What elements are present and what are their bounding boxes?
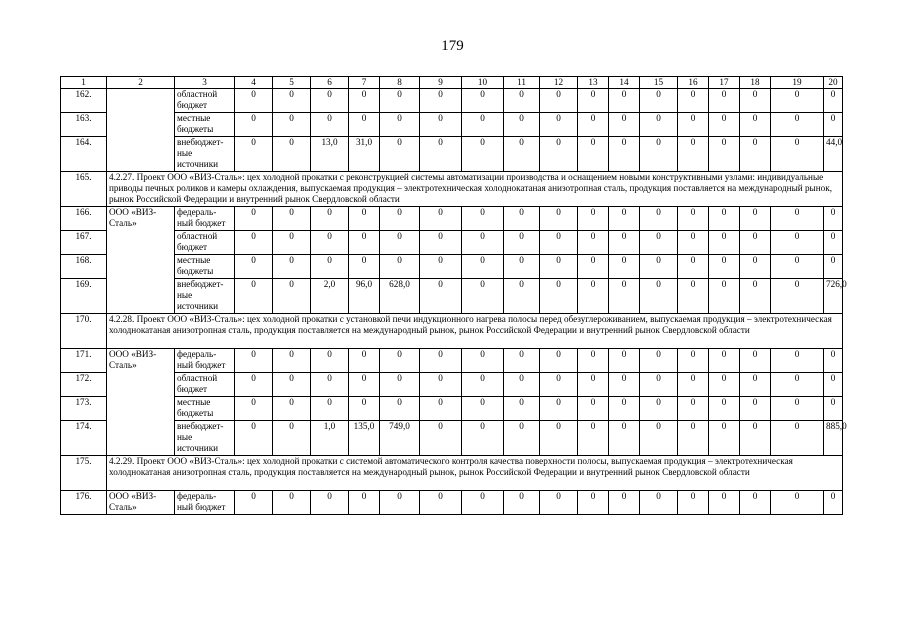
value-cell: 0 [640, 491, 678, 515]
value-cell: 0 [740, 349, 771, 373]
value-cell: 1,0 [311, 421, 349, 456]
column-number-cell: 1 [61, 77, 107, 89]
value-cell: 0 [235, 231, 273, 255]
value-cell: 0 [640, 113, 678, 137]
value-cell: 0 [740, 279, 771, 314]
value-cell: 0 [235, 137, 273, 172]
value-cell: 0 [420, 491, 462, 515]
value-cell: 0 [609, 373, 640, 397]
value-cell: 0 [609, 137, 640, 172]
value-cell: 0 [578, 491, 609, 515]
value-cell: 0 [235, 89, 273, 113]
value-cell: 0 [678, 491, 709, 515]
table-row [61, 255, 843, 279]
value-cell: 0 [578, 137, 609, 172]
value-cell: 0 [540, 89, 578, 113]
value-cell: 0 [420, 397, 462, 421]
value-cell: 0 [462, 113, 504, 137]
value-cell: 0 [678, 137, 709, 172]
value-cell: 96,0 [349, 279, 380, 314]
value-cell: 0 [824, 349, 843, 373]
table-row [61, 373, 843, 397]
value-cell: 0 [540, 207, 578, 231]
column-number-header [61, 77, 843, 89]
row-number: 167. [61, 231, 107, 255]
value-cell: 0 [709, 349, 740, 373]
value-cell: 0 [640, 397, 678, 421]
value-cell: 0 [640, 207, 678, 231]
value-cell: 0 [771, 89, 824, 113]
value-cell: 0 [609, 397, 640, 421]
value-cell: 2,0 [311, 279, 349, 314]
value-cell: 0 [380, 231, 420, 255]
value-cell: 0 [504, 373, 540, 397]
value-cell: 0 [380, 349, 420, 373]
row-number: 173. [61, 397, 107, 421]
column-number-cell: 14 [609, 77, 640, 89]
executor-cell [107, 89, 175, 172]
value-cell: 0 [380, 207, 420, 231]
value-cell: 0 [740, 491, 771, 515]
value-cell: 0 [349, 491, 380, 515]
value-cell: 0 [540, 279, 578, 314]
value-cell: 0 [540, 421, 578, 456]
value-cell: 0 [824, 255, 843, 279]
value-cell: 0 [824, 231, 843, 255]
value-cell: 0 [709, 113, 740, 137]
project-description: 4.2.27. Проект ООО «ВИЗ-Сталь»: цех холодной прокатки с реконструкцией системы автоматизации производства и оснащением новыми конструктивными узлами: индивидуальные приводы печных роликов и камеры охлаждения, выпускаемая продукция – электротехническая холоднокатаная анизотропная сталь, продукция поставляется на международный рынок, рынок Российской Федерации и внутренний рынок Свердловской области [107, 172, 843, 207]
value-cell: 0 [640, 137, 678, 172]
column-number-cell: 18 [740, 77, 771, 89]
project-row [61, 314, 843, 349]
value-cell: 0 [540, 397, 578, 421]
row-number: 175. [61, 456, 107, 491]
value-cell: 0 [771, 421, 824, 456]
value-cell: 0 [273, 349, 311, 373]
value-cell: 0 [540, 255, 578, 279]
value-cell: 0 [771, 255, 824, 279]
value-cell: 0 [462, 373, 504, 397]
column-number-cell: 4 [235, 77, 273, 89]
value-cell: 0 [235, 373, 273, 397]
value-cell: 0 [540, 491, 578, 515]
value-cell: 0 [640, 89, 678, 113]
value-cell: 0 [540, 349, 578, 373]
column-number-cell: 12 [540, 77, 578, 89]
value-cell: 0 [420, 89, 462, 113]
value-cell: 0 [504, 397, 540, 421]
funding-source-cell: областной бюджет [175, 231, 235, 255]
value-cell: 0 [504, 349, 540, 373]
value-cell: 0 [420, 137, 462, 172]
value-cell: 0 [740, 207, 771, 231]
value-cell: 0 [824, 397, 843, 421]
value-cell: 0 [824, 113, 843, 137]
column-number-cell: 17 [709, 77, 740, 89]
funding-source-cell: внебюджет-ные источники [175, 279, 235, 314]
value-cell: 0 [771, 349, 824, 373]
value-cell: 0 [311, 397, 349, 421]
value-cell: 0 [273, 373, 311, 397]
row-number: 165. [61, 172, 107, 207]
value-cell: 0 [771, 373, 824, 397]
value-cell: 0 [740, 231, 771, 255]
value-cell: 0 [273, 279, 311, 314]
row-number: 168. [61, 255, 107, 279]
value-cell: 0 [609, 207, 640, 231]
value-cell: 0 [709, 231, 740, 255]
value-cell: 0 [349, 231, 380, 255]
funding-source-cell: внебюджет-ные источники [175, 137, 235, 172]
executor-cell: ООО «ВИЗ-Сталь» [107, 349, 175, 456]
funding-source-cell: внебюджет-ные источники [175, 421, 235, 456]
executor-cell: ООО «ВИЗ-Сталь» [107, 207, 175, 314]
value-cell: 0 [771, 491, 824, 515]
value-cell: 0 [349, 113, 380, 137]
value-cell: 0 [709, 279, 740, 314]
value-cell: 0 [462, 255, 504, 279]
column-number-cell: 10 [462, 77, 504, 89]
value-cell: 0 [311, 231, 349, 255]
funding-source-cell: областной бюджет [175, 89, 235, 113]
value-cell: 0 [462, 207, 504, 231]
value-cell: 885,0 [824, 421, 843, 456]
value-cell: 0 [709, 207, 740, 231]
value-cell: 0 [380, 373, 420, 397]
value-cell: 0 [678, 89, 709, 113]
table-row [61, 89, 843, 113]
table-row [61, 113, 843, 137]
value-cell: 0 [504, 279, 540, 314]
funding-source-cell: федераль-ный бюджет [175, 207, 235, 231]
value-cell: 0 [678, 255, 709, 279]
value-cell: 0 [640, 349, 678, 373]
row-number: 172. [61, 373, 107, 397]
value-cell: 0 [740, 397, 771, 421]
value-cell: 0 [504, 207, 540, 231]
value-cell: 0 [609, 421, 640, 456]
value-cell: 726,0 [824, 279, 843, 314]
value-cell: 0 [311, 373, 349, 397]
value-cell: 0 [824, 373, 843, 397]
value-cell: 31,0 [349, 137, 380, 172]
value-cell: 0 [578, 279, 609, 314]
value-cell: 0 [273, 255, 311, 279]
column-number-cell: 19 [771, 77, 824, 89]
value-cell: 0 [311, 349, 349, 373]
row-number: 163. [61, 113, 107, 137]
value-cell: 0 [771, 207, 824, 231]
value-cell: 0 [578, 231, 609, 255]
value-cell: 0 [235, 207, 273, 231]
value-cell: 0 [273, 421, 311, 456]
row-number: 176. [61, 491, 107, 515]
value-cell: 0 [504, 255, 540, 279]
value-cell: 0 [380, 137, 420, 172]
value-cell: 0 [311, 89, 349, 113]
funding-source-cell: областной бюджет [175, 373, 235, 397]
funding-source-cell: местные бюджеты [175, 113, 235, 137]
project-description: 4.2.29. Проект ООО «ВИЗ-Сталь»: цех холодной прокатки с системой автоматического контроля качества поверхности полосы, выпускаемая продукция – электротехническая холоднокатаная анизотропная сталь, продукция поставляется на международный рынок, рынок Российской Федерации и внутренний рынок Свердловской области [107, 456, 843, 491]
column-number-cell: 20 [824, 77, 843, 89]
table-row [61, 491, 843, 515]
value-cell: 0 [420, 349, 462, 373]
funding-source-cell: местные бюджеты [175, 255, 235, 279]
value-cell: 0 [540, 231, 578, 255]
value-cell: 0 [609, 349, 640, 373]
value-cell: 0 [578, 373, 609, 397]
project-row [61, 172, 843, 207]
project-description: 4.2.28. Проект ООО «ВИЗ-Сталь»: цех холодной прокатки с установкой печи индукционного нагрева полосы перед обезуглероживанием, выпускаемая продукция – электротехническая холоднокатаная анизотропная сталь, продукция поставляется на международный рынок, рынок Российской Федерации и внутренний рынок Свердловской области [107, 314, 843, 349]
value-cell: 0 [420, 373, 462, 397]
value-cell: 0 [678, 397, 709, 421]
value-cell: 0 [349, 373, 380, 397]
value-cell: 0 [235, 349, 273, 373]
value-cell: 0 [349, 89, 380, 113]
value-cell: 0 [709, 491, 740, 515]
value-cell: 0 [311, 207, 349, 231]
value-cell: 0 [609, 491, 640, 515]
value-cell: 0 [420, 231, 462, 255]
column-number-cell: 7 [349, 77, 380, 89]
value-cell: 0 [420, 255, 462, 279]
value-cell: 0 [273, 397, 311, 421]
column-number-cell: 13 [578, 77, 609, 89]
funding-source-cell: федераль-ный бюджет [175, 491, 235, 515]
value-cell: 13,0 [311, 137, 349, 172]
value-cell: 0 [462, 89, 504, 113]
value-cell: 0 [235, 397, 273, 421]
value-cell: 0 [420, 421, 462, 456]
value-cell: 0 [462, 349, 504, 373]
value-cell: 0 [420, 279, 462, 314]
value-cell: 0 [462, 279, 504, 314]
value-cell: 0 [235, 113, 273, 137]
value-cell: 0 [678, 231, 709, 255]
value-cell: 0 [609, 231, 640, 255]
executor-cell: ООО «ВИЗ-Сталь» [107, 491, 175, 515]
value-cell: 0 [273, 491, 311, 515]
value-cell: 0 [273, 113, 311, 137]
value-cell: 0 [771, 137, 824, 172]
value-cell: 0 [504, 113, 540, 137]
value-cell: 0 [504, 89, 540, 113]
value-cell: 0 [540, 137, 578, 172]
column-number-cell: 8 [380, 77, 420, 89]
table-row [61, 421, 843, 456]
value-cell: 0 [311, 113, 349, 137]
value-cell: 0 [504, 137, 540, 172]
value-cell: 0 [380, 255, 420, 279]
value-cell: 0 [273, 207, 311, 231]
budget-table [60, 76, 847, 515]
value-cell: 0 [462, 421, 504, 456]
column-number-cell: 15 [640, 77, 678, 89]
value-cell: 0 [640, 279, 678, 314]
value-cell: 0 [578, 89, 609, 113]
value-cell: 0 [709, 373, 740, 397]
value-cell: 0 [771, 397, 824, 421]
value-cell: 0 [380, 397, 420, 421]
value-cell: 0 [273, 137, 311, 172]
value-cell: 0 [740, 255, 771, 279]
column-number-cell: 2 [107, 77, 175, 89]
value-cell: 0 [740, 373, 771, 397]
value-cell: 0 [609, 113, 640, 137]
value-cell: 0 [462, 491, 504, 515]
funding-source-cell: федераль-ный бюджет [175, 349, 235, 373]
value-cell: 0 [311, 491, 349, 515]
value-cell: 0 [578, 255, 609, 279]
value-cell: 0 [640, 421, 678, 456]
column-number-cell: 5 [273, 77, 311, 89]
value-cell: 0 [740, 113, 771, 137]
row-number: 166. [61, 207, 107, 231]
value-cell: 0 [380, 491, 420, 515]
value-cell: 0 [504, 231, 540, 255]
value-cell: 0 [740, 89, 771, 113]
value-cell: 0 [740, 137, 771, 172]
table-row [61, 349, 843, 373]
value-cell: 0 [709, 137, 740, 172]
column-number-cell: 11 [504, 77, 540, 89]
value-cell: 0 [235, 491, 273, 515]
page-number: 179 [441, 38, 464, 54]
table-row [61, 279, 843, 314]
value-cell: 0 [540, 113, 578, 137]
column-number-cell: 3 [175, 77, 235, 89]
value-cell: 0 [349, 349, 380, 373]
row-number: 162. [61, 89, 107, 113]
value-cell: 0 [462, 137, 504, 172]
value-cell: 0 [824, 491, 843, 515]
value-cell: 0 [578, 113, 609, 137]
value-cell: 0 [771, 231, 824, 255]
value-cell: 0 [349, 397, 380, 421]
value-cell: 0 [640, 231, 678, 255]
value-cell: 0 [640, 255, 678, 279]
value-cell: 0 [771, 279, 824, 314]
value-cell: 0 [462, 231, 504, 255]
value-cell: 0 [678, 113, 709, 137]
row-number: 171. [61, 349, 107, 373]
value-cell: 0 [380, 113, 420, 137]
value-cell: 0 [678, 207, 709, 231]
value-cell: 0 [273, 231, 311, 255]
value-cell: 0 [311, 255, 349, 279]
table-row [61, 207, 843, 231]
value-cell: 0 [578, 349, 609, 373]
value-cell: 0 [578, 207, 609, 231]
column-number-cell: 16 [678, 77, 709, 89]
value-cell: 0 [640, 373, 678, 397]
value-cell: 0 [235, 255, 273, 279]
row-number: 170. [61, 314, 107, 349]
value-cell: 0 [578, 421, 609, 456]
value-cell: 0 [678, 421, 709, 456]
value-cell: 0 [678, 279, 709, 314]
value-cell: 44,0 [824, 137, 843, 172]
value-cell: 0 [462, 397, 504, 421]
value-cell: 0 [609, 255, 640, 279]
value-cell: 0 [709, 421, 740, 456]
value-cell: 0 [349, 207, 380, 231]
value-cell: 0 [709, 255, 740, 279]
table-row [61, 231, 843, 255]
value-cell: 0 [578, 397, 609, 421]
value-cell: 0 [824, 89, 843, 113]
value-cell: 0 [235, 279, 273, 314]
value-cell: 628,0 [380, 279, 420, 314]
table-row [61, 397, 843, 421]
value-cell: 0 [349, 255, 380, 279]
value-cell: 0 [504, 421, 540, 456]
value-cell: 0 [709, 89, 740, 113]
value-cell: 0 [678, 349, 709, 373]
value-cell: 0 [740, 421, 771, 456]
value-cell: 0 [504, 491, 540, 515]
value-cell: 0 [824, 207, 843, 231]
row-number: 174. [61, 421, 107, 456]
value-cell: 135,0 [349, 421, 380, 456]
funding-source-cell: местные бюджеты [175, 397, 235, 421]
value-cell: 0 [273, 89, 311, 113]
value-cell: 749,0 [380, 421, 420, 456]
value-cell: 0 [609, 279, 640, 314]
column-number-cell: 9 [420, 77, 462, 89]
value-cell: 0 [540, 373, 578, 397]
project-row [61, 456, 843, 491]
column-number-cell: 6 [311, 77, 349, 89]
value-cell: 0 [380, 89, 420, 113]
value-cell: 0 [709, 397, 740, 421]
value-cell: 0 [420, 207, 462, 231]
value-cell: 0 [609, 89, 640, 113]
value-cell: 0 [420, 113, 462, 137]
value-cell: 0 [235, 421, 273, 456]
value-cell: 0 [771, 113, 824, 137]
value-cell: 0 [678, 373, 709, 397]
row-number: 169. [61, 279, 107, 314]
row-number: 164. [61, 137, 107, 172]
table-row [61, 137, 843, 172]
